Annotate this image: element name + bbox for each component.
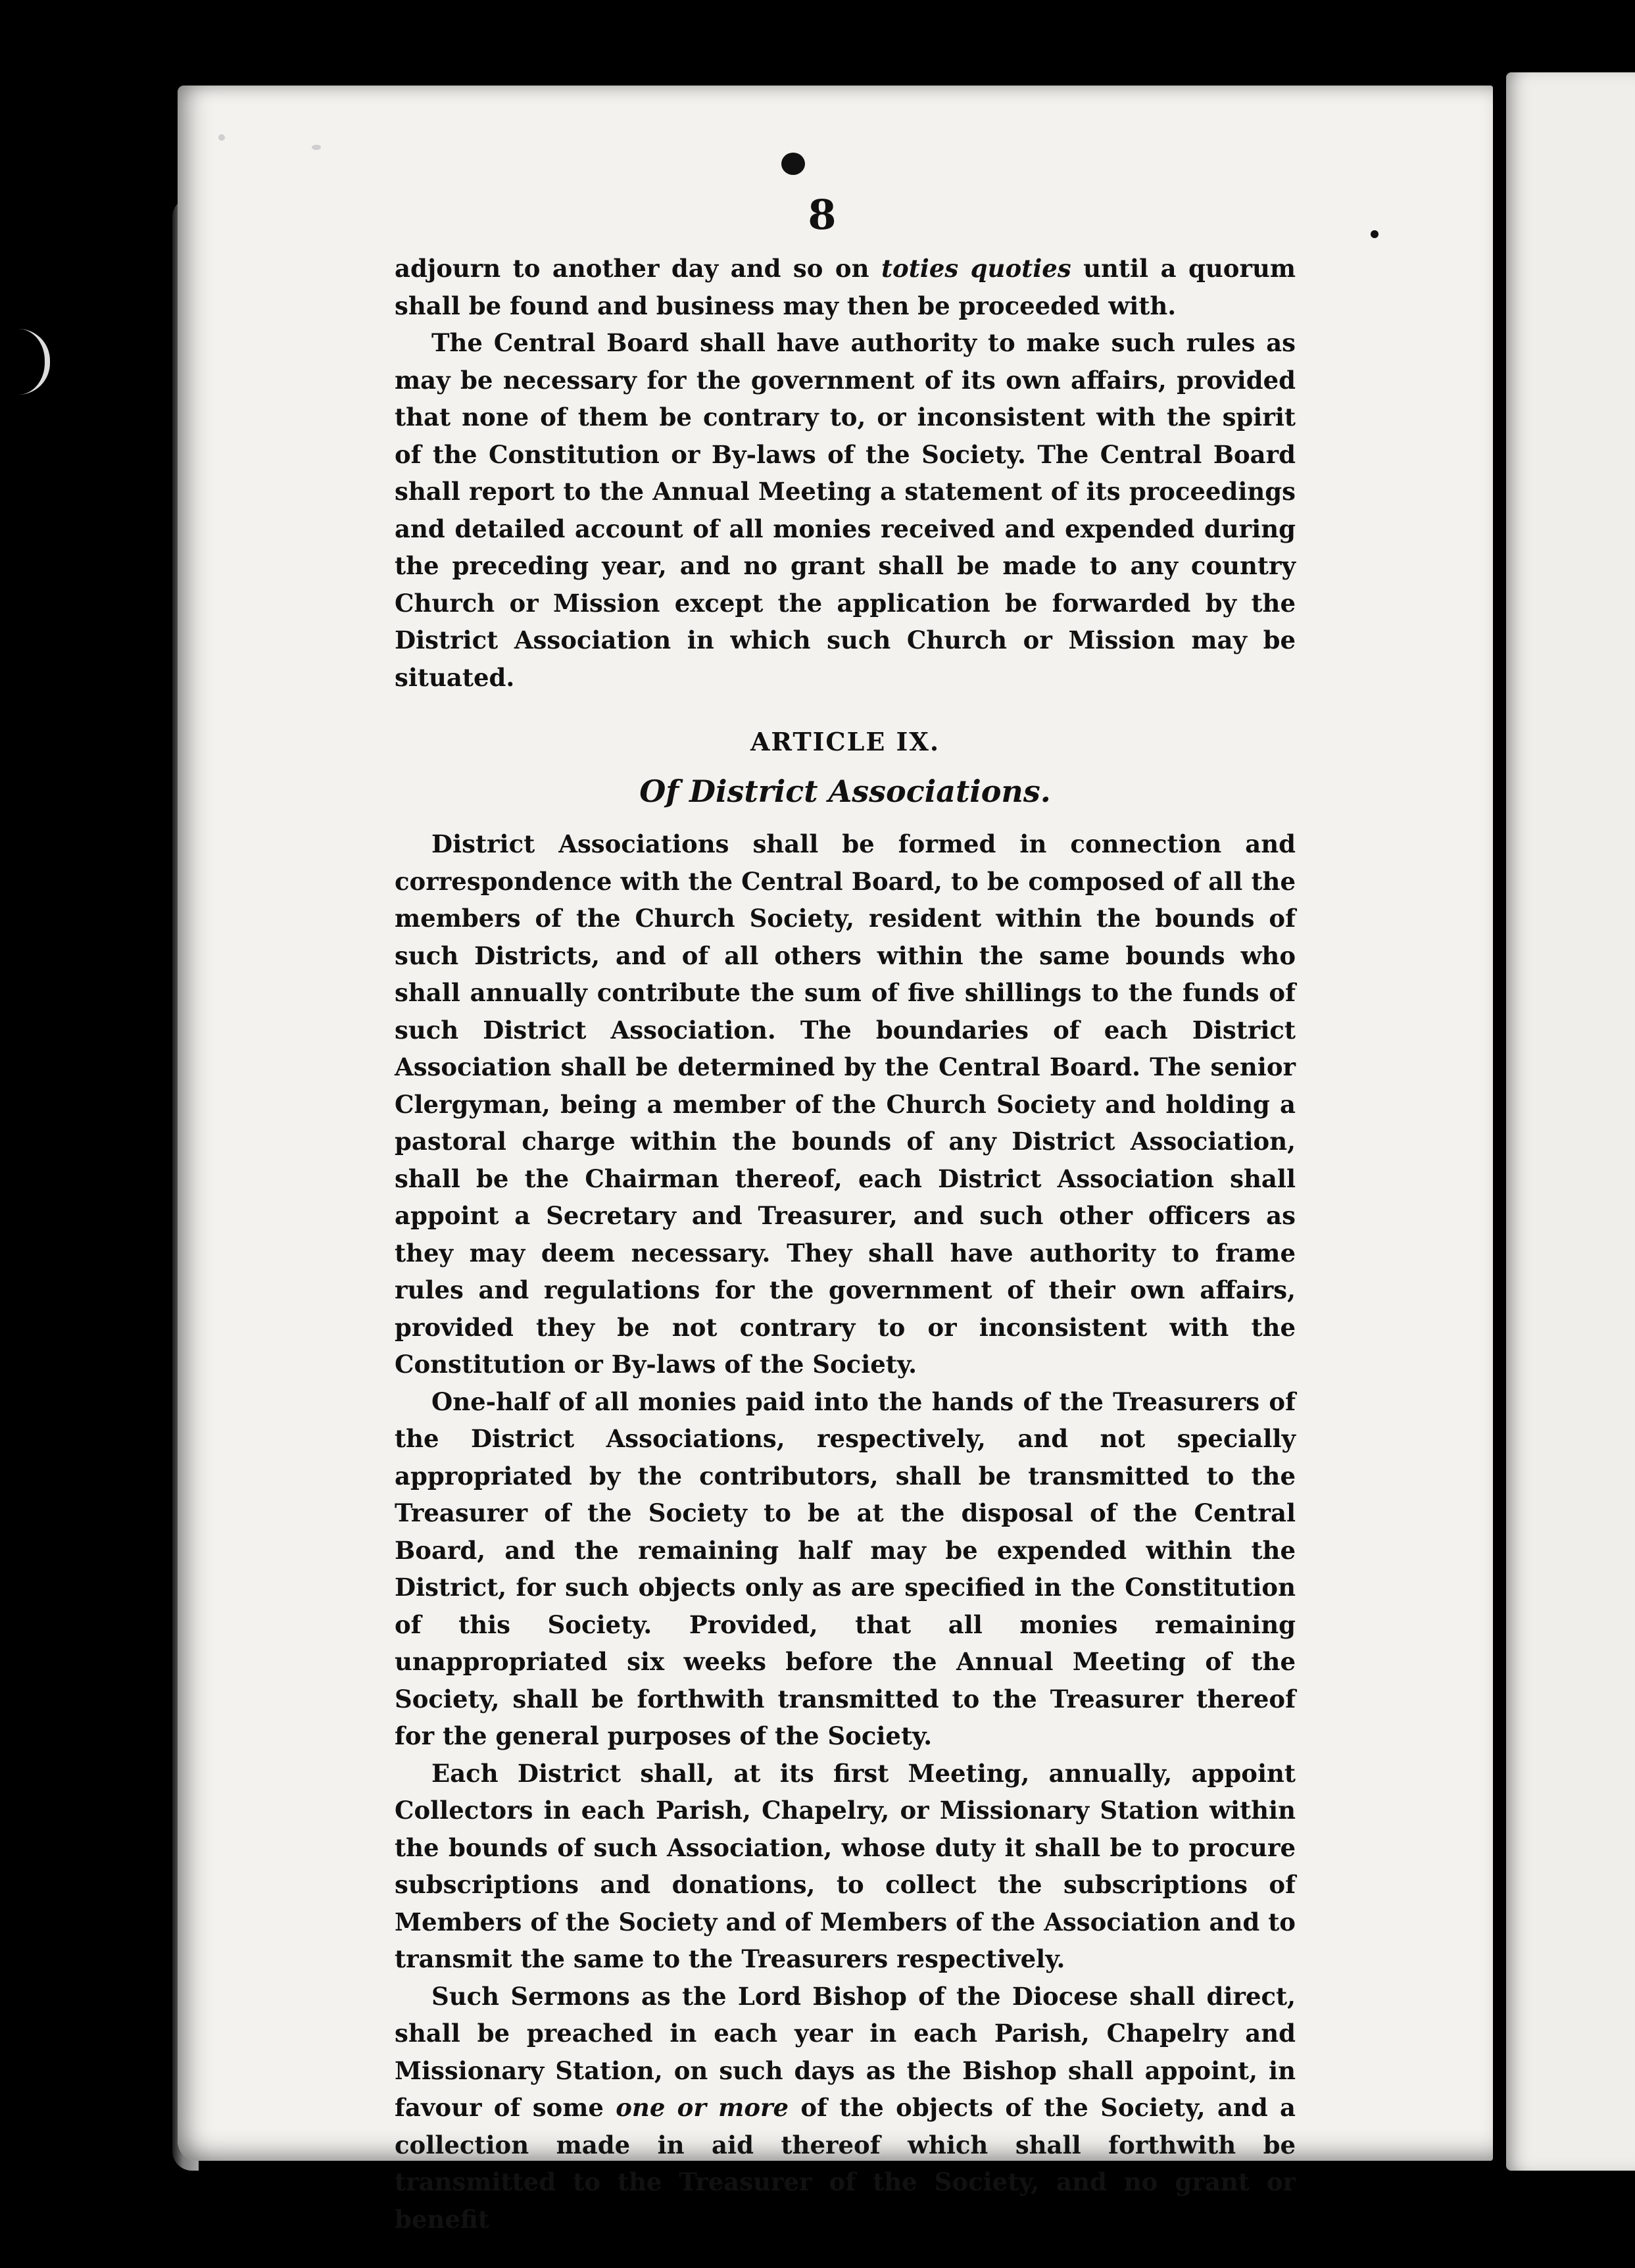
- ink-blot-top: [781, 153, 805, 175]
- dust-speck: [312, 145, 321, 150]
- dust-speck: [218, 134, 225, 141]
- paragraph: One-half of all monies paid into the hands of the Treasurers of the District Associations, respectively, and not specially appropriated by the contributors, shall be transmitted to the Treasurer of the Society to be at the disposal of the Central Board, and the remaining half may be expended within the District, for such objects only as are specified in the Constitution of this Society. Provided, that all monies remaining unappropriated six weeks before the Annual Meeting of the Society, shall be forthwith transmitted to the Treasurer thereof for the general purposes of the Society.: [395, 1387, 1296, 1750]
- paragraph: adjourn to another day and so on toties quoties until a quorum shall be found and business may then be proceeded with.: [395, 254, 1296, 320]
- page-body: [395, 250, 1296, 2238]
- page-number: 8: [808, 191, 837, 239]
- paragraph: Each District shall, at its first Meeting, annually, appoint Collectors in each Parish, Chapelry, or Missionary Station within the bounds of such Association, whose duty it shall be to procure subscriptions and donations, to collect the subscriptions of Members of the Society and of Members of the Association and to transmit the same to the Treasurers respectively.: [395, 1758, 1296, 1973]
- article-heading: ARTICLE IX.: [750, 727, 940, 756]
- facing-page-edge: [1506, 72, 1635, 2171]
- ink-dot-right: [1371, 230, 1379, 238]
- paragraph: The Central Board shall have authority to make such rules as may be necessary for the government of its own affairs, provided that none of them be contrary to, or inconsistent with the spirit of the Constitution or By-laws of the Society. The Central Board shall report to the Annual Meeting a statement of its proceedings and detailed account of all monies received and expended during the preceding year, and no grant shall be made to any country Church or Mission except the application be forwarded by the District Association in which such Church or Mission may be situated.: [395, 328, 1296, 692]
- paragraph: District Associations shall be formed in connection and correspondence with the Central Board, to be composed of all the members of the Church Society, resident within the bounds of such Districts, and of all others within the same bounds who shall annually contribute the sum of five shillings to the funds of such District Association. The boundaries of each District Association shall be determined by the Central Board. The senior Clergyman, being a member of the Church Society and holding a pastoral charge within the bounds of any District Association, shall be the Chairman thereof, each District Association shall appoint a Secretary and Treasurer, and such other officers as they may deem necessary. They shall have authority to frame rules and regulations for the government of their own affairs, provided they be not contrary to or inconsistent with the Constitution or By-laws of the Society.: [395, 829, 1296, 1379]
- article-subheading: Of District Associations.: [639, 773, 1051, 809]
- margin-bracket-icon: [18, 329, 50, 395]
- paragraph: Such Sermons as the Lord Bishop of the Diocese shall direct, shall be preached in each year in each Parish, Chapelry and Missionary Station, on such days as the Bishop shall appoint, in favour of some one or more of the objects of the Society, and a collection made in aid thereof which shall forthwith be transmitted to the Treasurer of the Society, and no grant or benefit: [395, 1981, 1296, 2234]
